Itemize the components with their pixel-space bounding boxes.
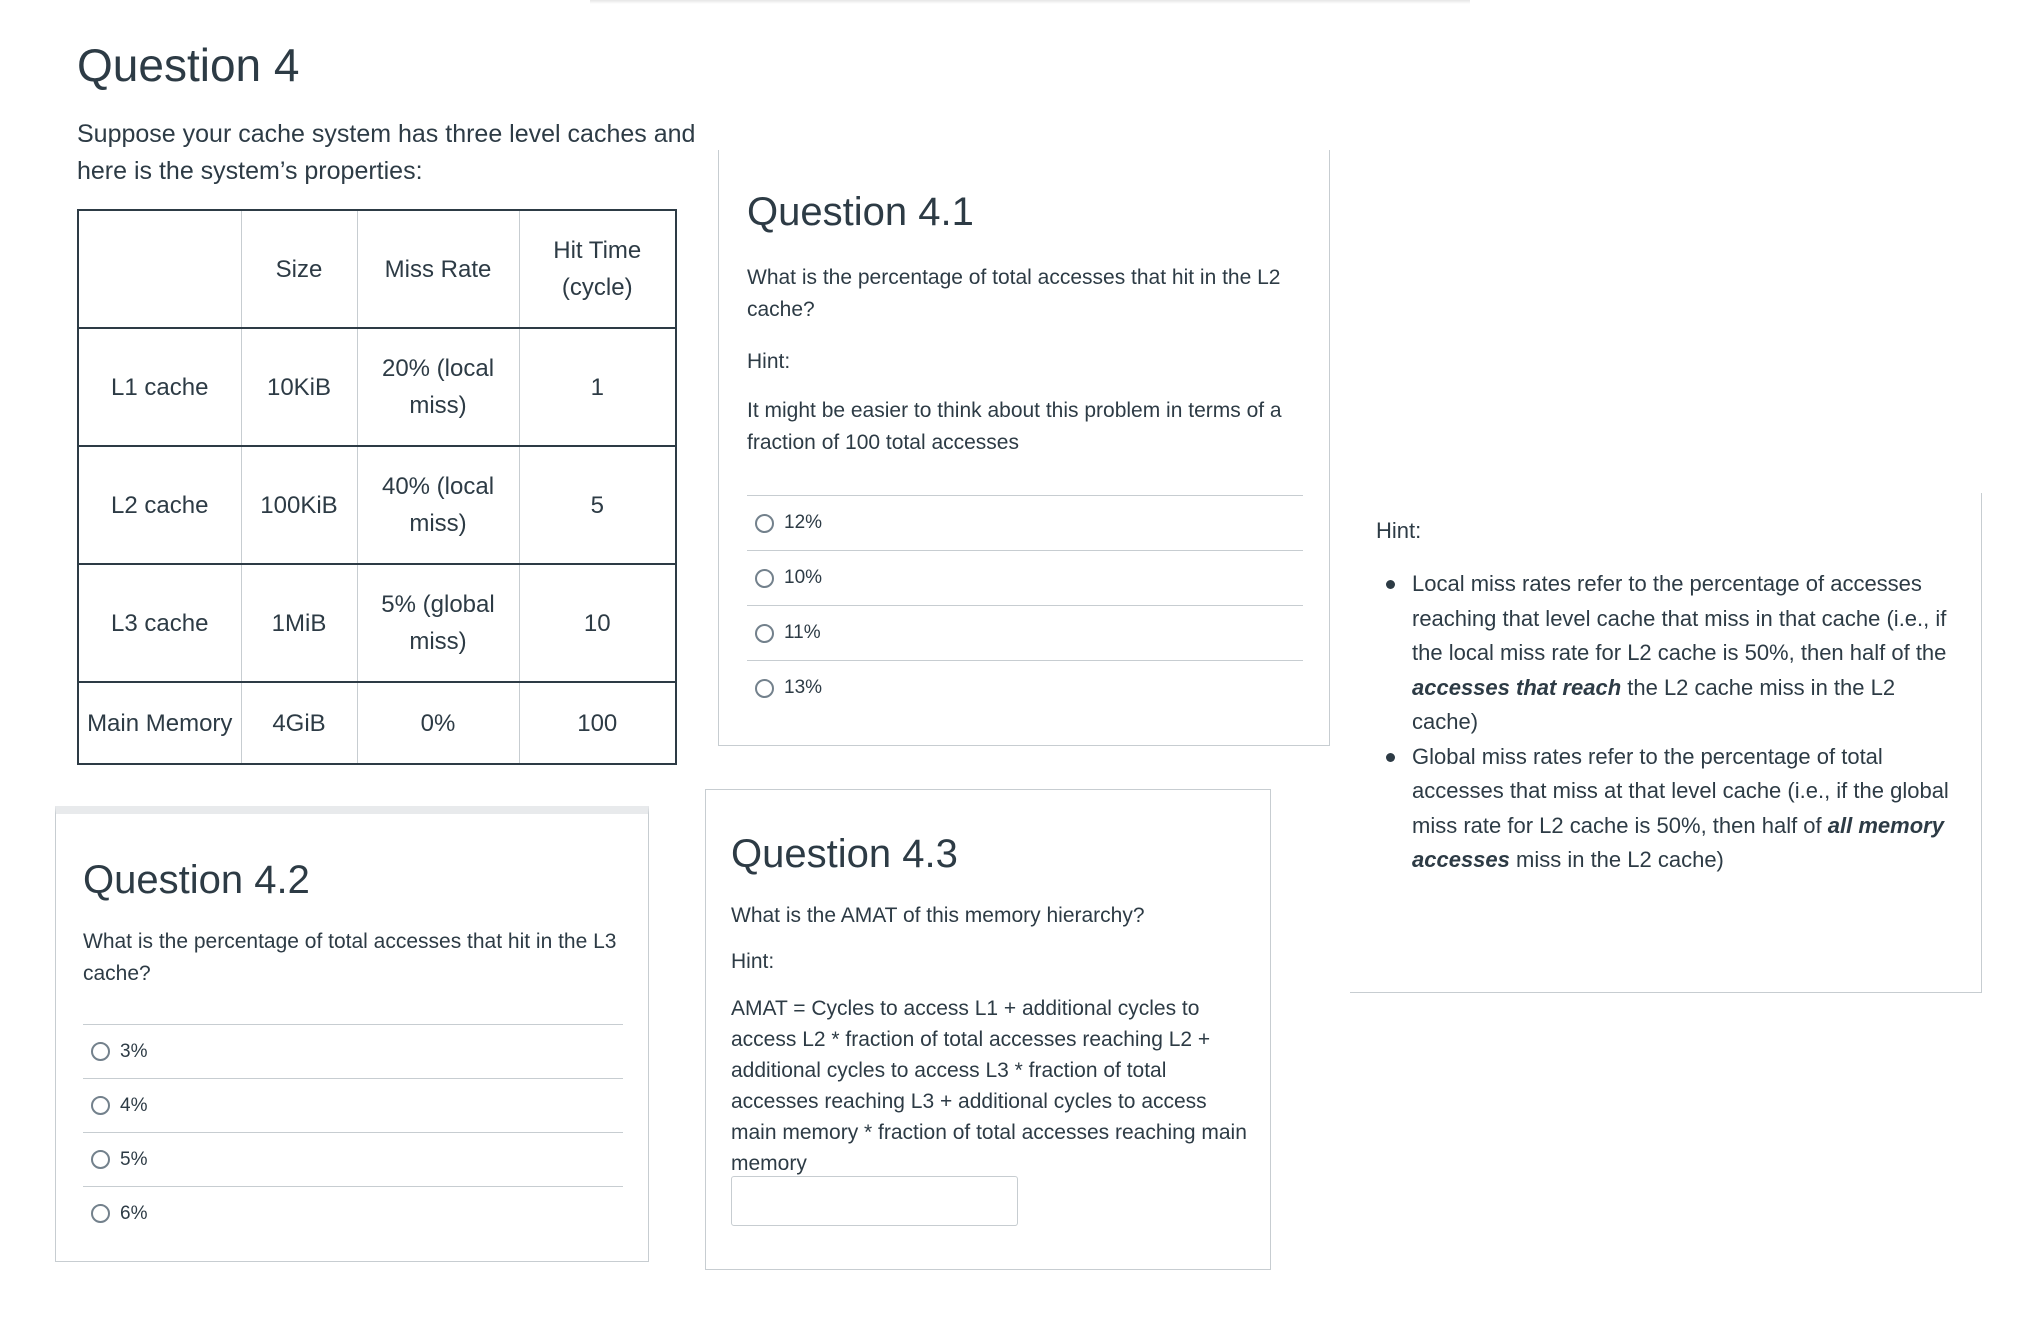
miss-rate-hint-box [1350, 493, 1982, 993]
table-header-cell: Hit Time (cycle) [519, 210, 676, 328]
hint-global-miss-rate [1412, 740, 1967, 878]
table-cell: L1 cache [78, 328, 241, 446]
option-label: 5% [120, 1148, 148, 1170]
option-label: 3% [120, 1040, 148, 1062]
radio-button[interactable] [91, 1096, 110, 1115]
question-4-2-text: What is the percentage of total accesses that hit in the L3 cache? [83, 930, 617, 985]
intro-text: Suppose your cache system has three level caches and here is the system’s properties: [77, 120, 696, 185]
table-cell: 1 [519, 328, 676, 446]
radio-button[interactable] [91, 1042, 110, 1061]
table-cell: 10 [519, 564, 676, 682]
table-cell: 4GiB [241, 682, 357, 764]
answer-option[interactable] [747, 605, 1303, 660]
question-4-3-title: Question 4.3 [731, 832, 958, 876]
table-cell: Main Memory [78, 682, 241, 764]
question-4-3-text: What is the AMAT of this memory hierarchy? [731, 904, 1145, 927]
hint-list [1412, 567, 1967, 878]
option-label: 12% [784, 512, 823, 533]
table-header-cell: Miss Rate [357, 210, 519, 328]
question-4-3-hint-text: AMAT = Cycles to access L1 + additional cycles to access L2 * fraction of total accesses reaching L2 + additional cycles to access L3 * fraction of total accesses reaching L3 + additional cycles to access main memory * fraction of total accesses reaching main memory [731, 997, 1247, 1175]
answer-option[interactable] [747, 660, 1303, 715]
table-cell: L3 cache [78, 564, 241, 682]
hint-emphasis: accesses that reach [1412, 674, 1622, 700]
hint-text: Local miss rates refer to the percentage of accesses reaching that level cache that miss in that cache (i.e., if the local miss rate for L2 cache is 50%, then half of the [1412, 571, 1947, 665]
answer-option[interactable] [83, 1024, 623, 1078]
radio-button[interactable] [91, 1204, 110, 1223]
hint-text: miss in the L2 cache) [1509, 847, 1724, 872]
option-label: 11% [784, 622, 821, 643]
option-label: 6% [120, 1202, 148, 1224]
table-cell: 100 [519, 682, 676, 764]
option-label: 13% [784, 677, 823, 698]
table-header-row [78, 210, 676, 328]
radio-button[interactable] [755, 624, 774, 643]
radio-button[interactable] [755, 514, 774, 533]
table-cell: 10KiB [241, 328, 357, 446]
hint-text: the L2 cache miss in the L2 cache) [1412, 674, 1896, 734]
radio-button[interactable] [755, 679, 774, 698]
table-cell: 5% (global miss) [357, 564, 519, 682]
option-label: 10% [784, 567, 823, 588]
question-4-1-card [718, 150, 1330, 746]
page-title: Question 4 [77, 39, 300, 91]
table-row [78, 446, 676, 564]
question-4-3-hint-label: Hint: [731, 950, 775, 973]
hint-local-miss-rate [1412, 567, 1967, 740]
table-cell: 100KiB [241, 446, 357, 564]
radio-button[interactable] [755, 569, 774, 588]
radio-button[interactable] [91, 1150, 110, 1169]
answer-option[interactable] [83, 1186, 623, 1240]
question-4-3-card [705, 789, 1271, 1270]
hint-label: Hint: [1376, 518, 1422, 543]
question-4-1-title: Question 4.1 [747, 190, 974, 234]
question-4-2-options [83, 1024, 623, 1240]
question-4-2-title: Question 4.2 [83, 858, 310, 902]
option-label: 4% [120, 1094, 148, 1116]
answer-option[interactable] [747, 550, 1303, 605]
table-cell: 0% [357, 682, 519, 764]
answer-option[interactable] [747, 495, 1303, 550]
table-cell: 20% (local miss) [357, 328, 519, 446]
answer-option[interactable] [83, 1132, 623, 1186]
table-header-cell [78, 210, 241, 328]
question-4-2-card [55, 806, 649, 1262]
amat-answer-input[interactable] [731, 1176, 1018, 1226]
question-4-1-text: What is the percentage of total accesses that hit in the L2 cache? [747, 266, 1281, 321]
table-cell: 40% (local miss) [357, 446, 519, 564]
table-cell: L2 cache [78, 446, 241, 564]
table-cell: 1MiB [241, 564, 357, 682]
hint-emphasis: all memory accesses [1412, 812, 1944, 872]
question-4-1-hint-text: It might be easier to think about this problem in terms of a fraction of 100 total accesses [747, 399, 1282, 454]
table-row [78, 682, 676, 764]
question-4-1-hint-label: Hint: [747, 350, 791, 373]
answer-option[interactable] [83, 1078, 623, 1132]
table-row [78, 564, 676, 682]
question-4-1-options [747, 495, 1303, 715]
hint-text: Global miss rates refer to the percentage of total accesses that miss at that level cache (i.e., if the global miss rate for L2 cache is 50%, then half of [1412, 743, 1949, 838]
top-shadow [590, 0, 1470, 4]
table-header-cell: Size [241, 210, 357, 328]
cache-properties-table [77, 209, 677, 765]
table-cell: 5 [519, 446, 676, 564]
table-row [78, 328, 676, 446]
